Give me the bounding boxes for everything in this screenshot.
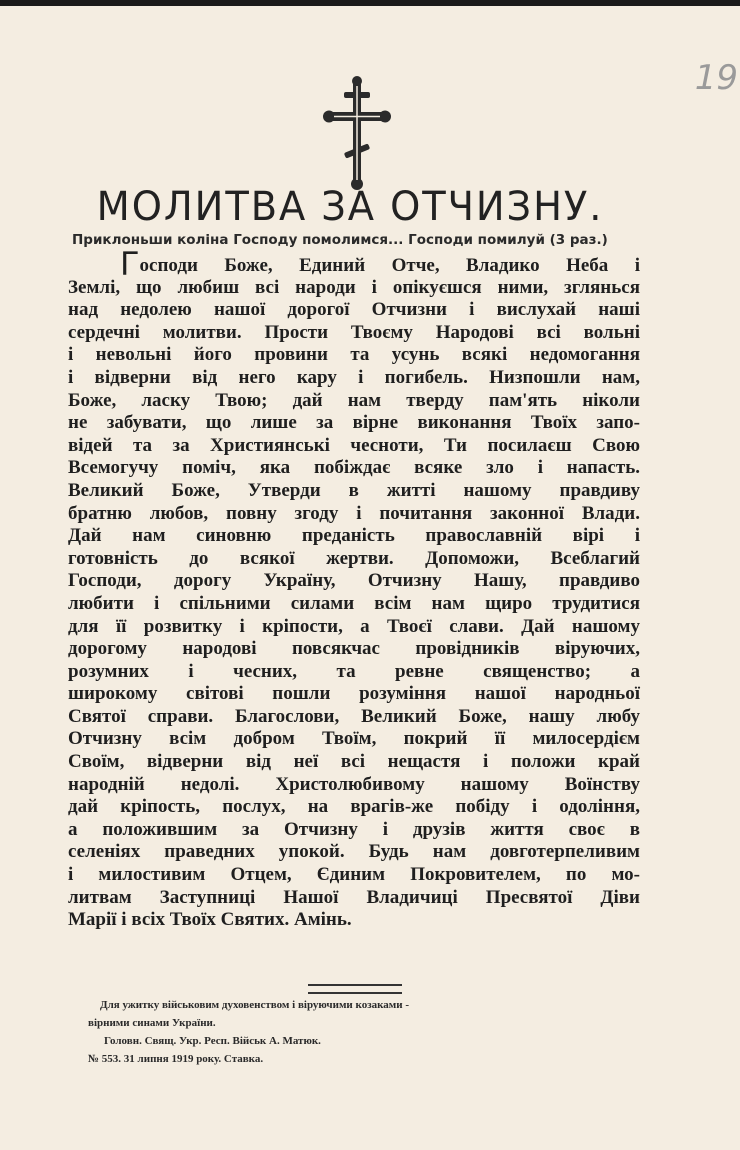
double-rule-divider [308,984,402,994]
prayer-line: широкому світові пошли розуміння нашої народньої [68,683,640,705]
prayer-line: Отчизну всім добром Твоїм, покрий її милосердієм [68,728,640,750]
prayer-title: МОЛИТВА ЗА ОТЧИЗНУ. [96,184,604,230]
prayer-line: Великий Боже, Утверди в житті нашому правдиву [68,479,640,501]
prayer-line: розумних і чесних, та ревне священство; а [68,660,640,682]
prayer-line [68,245,640,283]
footer-note [88,996,508,1068]
footer-signature: Головн. Свящ. Укр. Респ. Військ А. Матюк. [104,1035,321,1047]
prayer-line: литвам Заступниці Нашої Владичиці Пресвятої Діви [68,886,640,908]
prayer-line-text: осподи Боже, Единий Отче, Владико Неба і [139,255,640,276]
prayer-line: а положившим за Отчизну і друзів життя своє в [68,818,640,840]
prayer-line: не забувати, що лише за вірне виконання Твоїх запо- [68,412,640,434]
orthodox-cross-icon [322,76,392,192]
prayer-line: селеніях праведних упокой. Будь нам довготерпеливим [68,841,640,863]
prayer-line: Дай нам синовню преданість православній вірі і [68,525,640,547]
prayer-line: Своїм, відверни від неї всі нещастя і положи край [68,751,640,773]
prayer-line: дорогому народові повсякчас провідників віруючих, [68,638,640,660]
prayer-line: Боже, ласку Твою; дай нам тверду пам'ять ніколи [68,389,640,411]
prayer-line: народній недолі. Христолюбивому нашому Воїнству [68,773,640,795]
document-page [0,6,740,1150]
prayer-line: Святої справи. Благослови, Великий Боже, нашу любу [68,705,640,727]
prayer-text [68,245,640,932]
prayer-line: і невольні його провини та усунь всякі недомогання [68,344,640,366]
prayer-line: відей та за Християнські чесноти, Ти посилаєш Свою [68,434,640,456]
prayer-line: Всемогучу поміч, яка побіждає всяке зло і напасть. [68,457,640,479]
prayer-line: Землі, що любиш всі народи і опікуєшся ними, зглянься [68,276,640,298]
prayer-line: Господи, дорогу Україну, Отчизну Нашу, правдиво [68,570,640,592]
prayer-line: Марії і всіх Твоїх Святих. Амінь. [68,909,352,931]
prayer-line: для її розвитку і кріпости, а Твоєї слави. Дай нашому [68,615,640,637]
prayer-subtitle: Приклоньши коліна Господу помолимся... Господи помилуй (3 раз.) [72,232,608,248]
footer-date: № 553. 31 липня 1919 року. Ставка. [88,1053,264,1065]
prayer-line: братню любов, повну згоду і почитання законної Влади. [68,502,640,524]
page-number: 19 [694,58,738,98]
prayer-line: і милостивим Отцем, Єдиним Покровителем, по мо- [68,864,640,886]
prayer-line: сердечні молитви. Прости Твоєму Народові всі вольні [68,321,640,343]
prayer-line: і відверни від него кару і погибель. Низпошли нам, [68,366,640,388]
footer-line: Для ужитку військовим духовенством і віруючими козаками - [100,999,410,1011]
footer-line: вірними синами України. [88,1017,216,1029]
prayer-line: дай кріпость, послух, на врагів-же побіду і одоління, [68,796,640,818]
prayer-line: готовність до всякої жертви. Допоможи, Всеблагий [68,547,640,569]
prayer-line: над недолею нашої дорогої Отчизни і вислухай наші [68,299,640,321]
drop-cap: Г [120,245,140,283]
prayer-line: любити і спільними силами всім нам щиро трудитися [68,592,640,614]
